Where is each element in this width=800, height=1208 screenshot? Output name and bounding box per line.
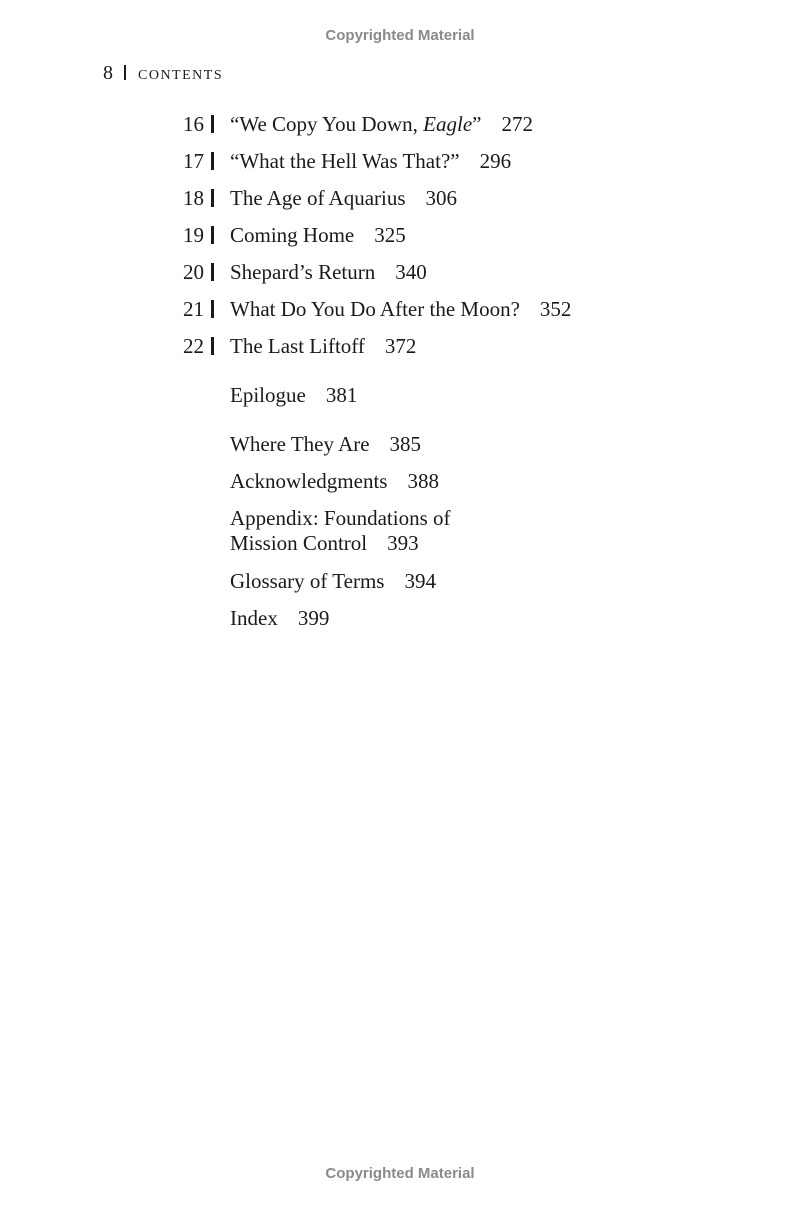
chapter-separator bbox=[211, 189, 214, 207]
entry-page: 381 bbox=[325, 383, 358, 407]
running-head-separator bbox=[124, 65, 126, 80]
toc-entry-epilogue: Epilogue 381 bbox=[230, 383, 358, 407]
chapter-separator bbox=[211, 300, 214, 318]
running-head-title: contents bbox=[138, 62, 224, 84]
chapter-number: 20 bbox=[183, 260, 204, 284]
toc-entry-index: Index 399 bbox=[230, 606, 330, 630]
chapter-page: 306 bbox=[425, 186, 458, 210]
chapter-title: “What the Hell Was That?” 296 bbox=[230, 149, 512, 173]
entry-page: 385 bbox=[389, 432, 422, 456]
chapter-number: 22 bbox=[183, 334, 204, 358]
chapter-title: The Last Liftoff 372 bbox=[230, 334, 417, 358]
chapter-number: 19 bbox=[183, 223, 204, 247]
chapter-page: 340 bbox=[395, 260, 427, 284]
running-head bbox=[103, 62, 223, 85]
toc-entry-acknowledgments: Acknowledgments 388 bbox=[230, 469, 439, 493]
entry-title-line-2: Mission Control 393 bbox=[230, 531, 419, 555]
chapter-title: The Age of Aquarius 306 bbox=[230, 186, 458, 210]
toc-entry-where-they-are: Where They Are 385 bbox=[230, 432, 422, 456]
chapter-title: “We Copy You Down, Eagle” 272 bbox=[230, 112, 533, 136]
chapter-title: What Do You Do After the Moon? 352 bbox=[230, 297, 572, 321]
chapter-separator bbox=[211, 226, 214, 244]
entry-page: 388 bbox=[407, 469, 439, 493]
chapter-number: 18 bbox=[183, 186, 204, 210]
entry-page: 399 bbox=[297, 606, 330, 630]
copyright-watermark-bottom: Copyrighted Material bbox=[325, 1165, 475, 1182]
chapter-page: 325 bbox=[374, 223, 406, 247]
chapter-number: 17 bbox=[183, 149, 204, 173]
chapter-number: 21 bbox=[183, 297, 204, 321]
toc-entry-appendix bbox=[230, 506, 451, 556]
chapter-separator bbox=[211, 152, 214, 170]
toc-entry-glossary: Glossary of Terms 394 bbox=[230, 569, 436, 593]
chapter-separator bbox=[211, 337, 214, 355]
chapter-title: Shepard’s Return 340 bbox=[230, 260, 427, 284]
copyright-watermark-top: Copyrighted Material bbox=[325, 27, 475, 44]
chapter-title: Coming Home 325 bbox=[230, 223, 406, 247]
chapter-page: 272 bbox=[501, 112, 533, 136]
chapter-separator bbox=[211, 115, 214, 133]
chapter-separator bbox=[211, 263, 214, 281]
chapter-page: 296 bbox=[479, 149, 512, 173]
entry-page: 393 bbox=[387, 531, 419, 555]
chapter-page: 372 bbox=[384, 334, 417, 358]
chapter-number: 16 bbox=[183, 112, 204, 136]
entry-page: 394 bbox=[404, 569, 436, 593]
entry-title-line-1: Appendix: Foundations of bbox=[230, 506, 451, 530]
page-number: 8 bbox=[103, 62, 113, 84]
chapter-page: 352 bbox=[539, 297, 572, 321]
